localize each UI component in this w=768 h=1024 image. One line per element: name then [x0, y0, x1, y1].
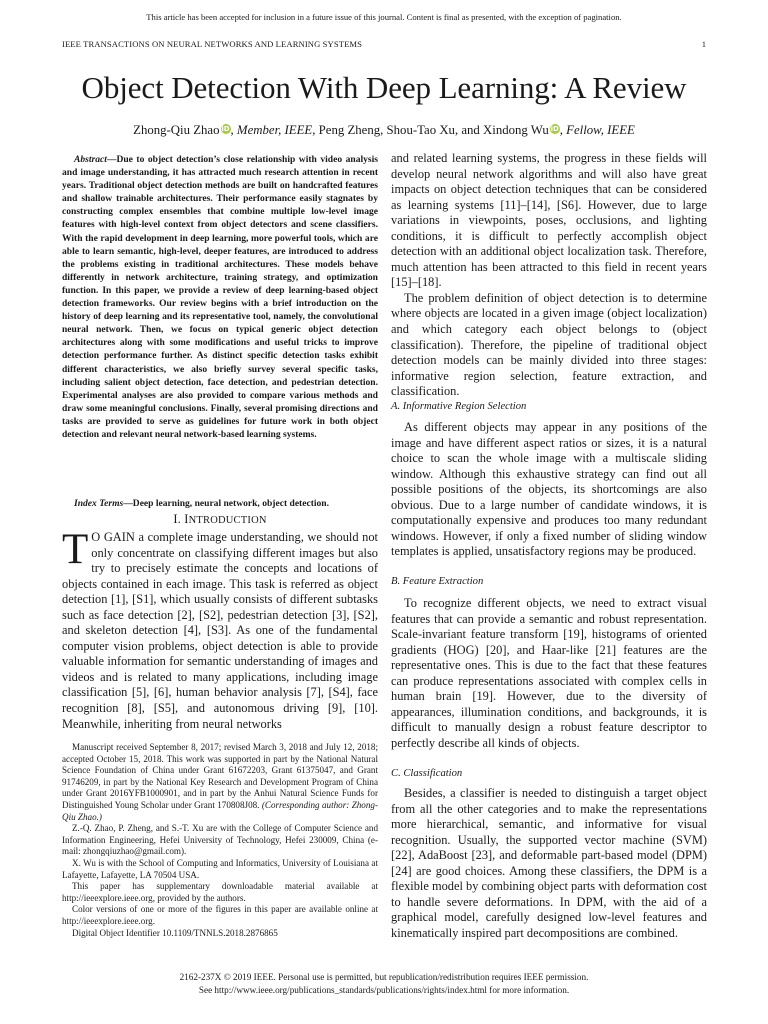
- index-terms-text: Deep learning, neural network, object detection.: [132, 498, 330, 509]
- index-terms-dash: —: [123, 498, 133, 509]
- subsection-heading-b: B. Feature Extraction: [391, 576, 484, 587]
- orcid-icon[interactable]: iD: [550, 125, 559, 133]
- abstract-label: Abstract: [74, 154, 107, 165]
- footnote-affiliation-2: X. Wu is with the School of Computing and Informatics, University of Louisiana at Lafayette, Lafayette, LA 70504 USA.: [62, 857, 378, 880]
- footnote-supplementary: This paper has supplementary downloadable material available at http://ieeexplore.ieee.org, provided by the authors.: [62, 881, 378, 903]
- footnote-doi: Digital Object Identifier 10.1109/TNNLS.2018.2876865: [72, 927, 278, 938]
- subsection-a-text: [391, 420, 707, 560]
- rights-link-line: See http://www.ieee.org/publications_standards/publications/rights/index.html for more information.: [198, 985, 570, 995]
- intro-text: a complete image understanding, we should not only concentrate on classifying different images but also try to precisely estimate the concepts and locations of objects contained in each image. This task is referred as object detection [1], [S1], which usually consists of different subtasks such as face detection [2], [S2], pedestrian detection [3], [S2], and skeleton detection [4], [S3]. As one of the fundamental computer vision problems, object detection is able to provide valuable information for semantic understanding of images and videos and is related to many applications, including image classification [5], [6], human behavior analysis [7], [S4], face recognition [8], [S5], and autonomous driving [9], [10]. Meanwhile, inheriting from neural networks: [62, 530, 378, 731]
- author-role: Member, IEEE: [236, 123, 313, 137]
- index-terms: [62, 497, 378, 510]
- subsection-heading-c: C. Classification: [391, 768, 463, 779]
- page-number: 1: [701, 39, 706, 49]
- acceptance-notice: This article has been accepted for inclusion in a future issue of this journal. Content is final as presented, with the exception of pagination.: [146, 12, 622, 22]
- intro-lead-words: O GAIN: [91, 530, 135, 544]
- paragraph-region-selection: As different objects may appear in any positions of the image and have different aspect ratios or sizes, it is a natural choice to scan the whole image with a multiscale sliding window. Although this exhaustive strategy can find out all possible positions of the objects, its shortcomings are also obvious. Due to a large number of candidate windows, it is computationally expensive and produces too many redundant windows. However, if only a fixed number of sliding window templates is applied, unsatisfactory regions may be produced.: [391, 420, 707, 559]
- running-header-journal: IEEE TRANSACTIONS ON NEURAL NETWORKS AND LEARNING SYSTEMS: [62, 39, 363, 49]
- copyright-line: 2162-237X © 2019 IEEE. Personal use is permitted, but republication/redistribution requires IEEE permission.: [179, 972, 589, 982]
- author-role: Fellow, IEEE: [566, 123, 635, 137]
- abstract-text: Due to object detection’s close relationship with video analysis and image understanding, it has attracted much research attention in recent years. Traditional object detection methods are built on handcrafted features and shallow trainable architectures. Their performance easily stagnates by constructing complex ensembles that combine multiple low-level image features with high-level context from object detectors and scene classifiers. With the rapid development in deep learning, more powerful tools, which are able to learn semantic, high-level, deeper features, are introduced to address the problems existing in traditional architectures. These models behave differently in network architecture, training strategy, and optimization function. In this paper, we provide a review of deep learning-based object detection frameworks. Our review begins with a brief introduction on the history of deep learning and its representative tool, namely, the convolutional neural network. Then, we focus on typical generic object detection architectures along with some modifications and useful tricks to improve detection performance further. As distinct specific detection tasks exhibit different characteristics, we also briefly survey several specific tasks, including salient object detection, face detection, and pedestrian detection. Experimental analyses are also provided to compare various methods and draw some meaningful conclusions. Finally, several promising directions and tasks are provided to serve as guidelines for future work in both object detection and relevant neural network-based learning systems.: [62, 154, 378, 440]
- footnotes: [62, 742, 378, 939]
- orcid-icon[interactable]: iD: [221, 125, 230, 133]
- footnote-color: Color versions of one or more of the figures in this paper are available online at http://ieeexplore.ieee.org.: [62, 904, 378, 926]
- subsection-heading-a: A. Informative Region Selection: [391, 401, 527, 412]
- author-names-rest: Peng Zheng, Shou-Tao Xu, and Xindong Wu: [318, 123, 549, 137]
- abstract: [62, 153, 378, 441]
- paper-title: Object Detection With Deep Learning: A Review: [81, 70, 687, 105]
- right-column-intro: [391, 151, 707, 400]
- introduction-paragraph: [62, 526, 378, 732]
- drop-cap: T: [62, 526, 89, 573]
- right-paragraph-1: and related learning systems, the progress in these fields will develop neural network algorithms and will also have great impacts on object detection techniques that can be considered as learning systems [11]–[14], [S6]. However, due to large variations in viewpoints, poses, occlusions, and lighting conditions, it is difficult to perfectly accomplish object detection with an additional object localization task. Therefore, much attention has been attracted to this field in recent years [15]–[18].: [391, 151, 707, 290]
- paragraph-classification: Besides, a classifier is needed to distinguish a target object from all the other categories and to make the representations more hierarchical, semantic, and informative for visual recognition. Usually, the supported vector machine (SVM) [22], AdaBoost [23], and deformable part-based model (DPM) [24] are good choices. Among these classifiers, the DPM is a flexible model by combining object parts with deformation cost to handle severe deformations. In DPM, with the aid of a graphical model, carefully designed low-level features and kinematically inspired part decompositions are combined.: [391, 786, 707, 940]
- footnote-affiliation-1: Z.-Q. Zhao, P. Zheng, and S.-T. Xu are with the College of Computer Science and Information Engineering, Hefei University of Technology, Hefei 230009, China (e-mail: zhongqiuzhao@gmail.com).: [62, 823, 378, 857]
- section-heading-introduction: I. INTRODUCTION: [173, 512, 267, 526]
- author-name: Zhong-Qiu Zhao: [133, 123, 220, 137]
- index-terms-label: Index Terms: [74, 498, 124, 509]
- abstract-dash: —: [106, 154, 117, 165]
- right-paragraph-2: The problem definition of object detection is to determine where objects are located in a given image (object localization) and which category each object belongs to (object classification). Therefore, the pipeline of traditional object detection models can be mainly divided into three stages: informative region selection, feature extraction, and classification.: [391, 290, 707, 399]
- subsection-c-text: [391, 786, 707, 941]
- paragraph-feature-extraction: To recognize different objects, we need to extract visual features that can provide a semantic and robust representation. Scale-invariant feature transform [19], histograms of oriented gradients (HOG) [20], and Haar-like [21] features are the representative ones. This is due to the fact that these features can produce representations associated with complex cells in human brain [19]. However, due to the diversity of appearances, illumination conditions, and backgrounds, it is difficult to manually design a robust feature descriptor to perfectly describe all kinds of objects.: [391, 596, 707, 750]
- footnote-manuscript: Manuscript received September 8, 2017; revised March 3, 2018 and July 12, 2018; accepted October 15, 2018. This work was supported in part by the National Natural Science Foundation of China under Grant 61672203, Grant 61375047, and Grant 91746209, in part by the National Key Research and Development Program of China under Grant 2016YFB1000901, and in part by the Anhui Natural Science Funds for Distinguished Young Scholar under Grant 170808J08.: [62, 742, 378, 810]
- subsection-b-text: [391, 596, 707, 751]
- author-line: Zhong-Qiu Zhao iD, Member, IEEE, Peng Zheng, Shou-Tao Xu, and Xindong Wu iD, Fellow, IEEE: [133, 123, 635, 137]
- footnote-corresponding: (Corresponding author: Zhong-Qiu Zhao.): [62, 799, 378, 822]
